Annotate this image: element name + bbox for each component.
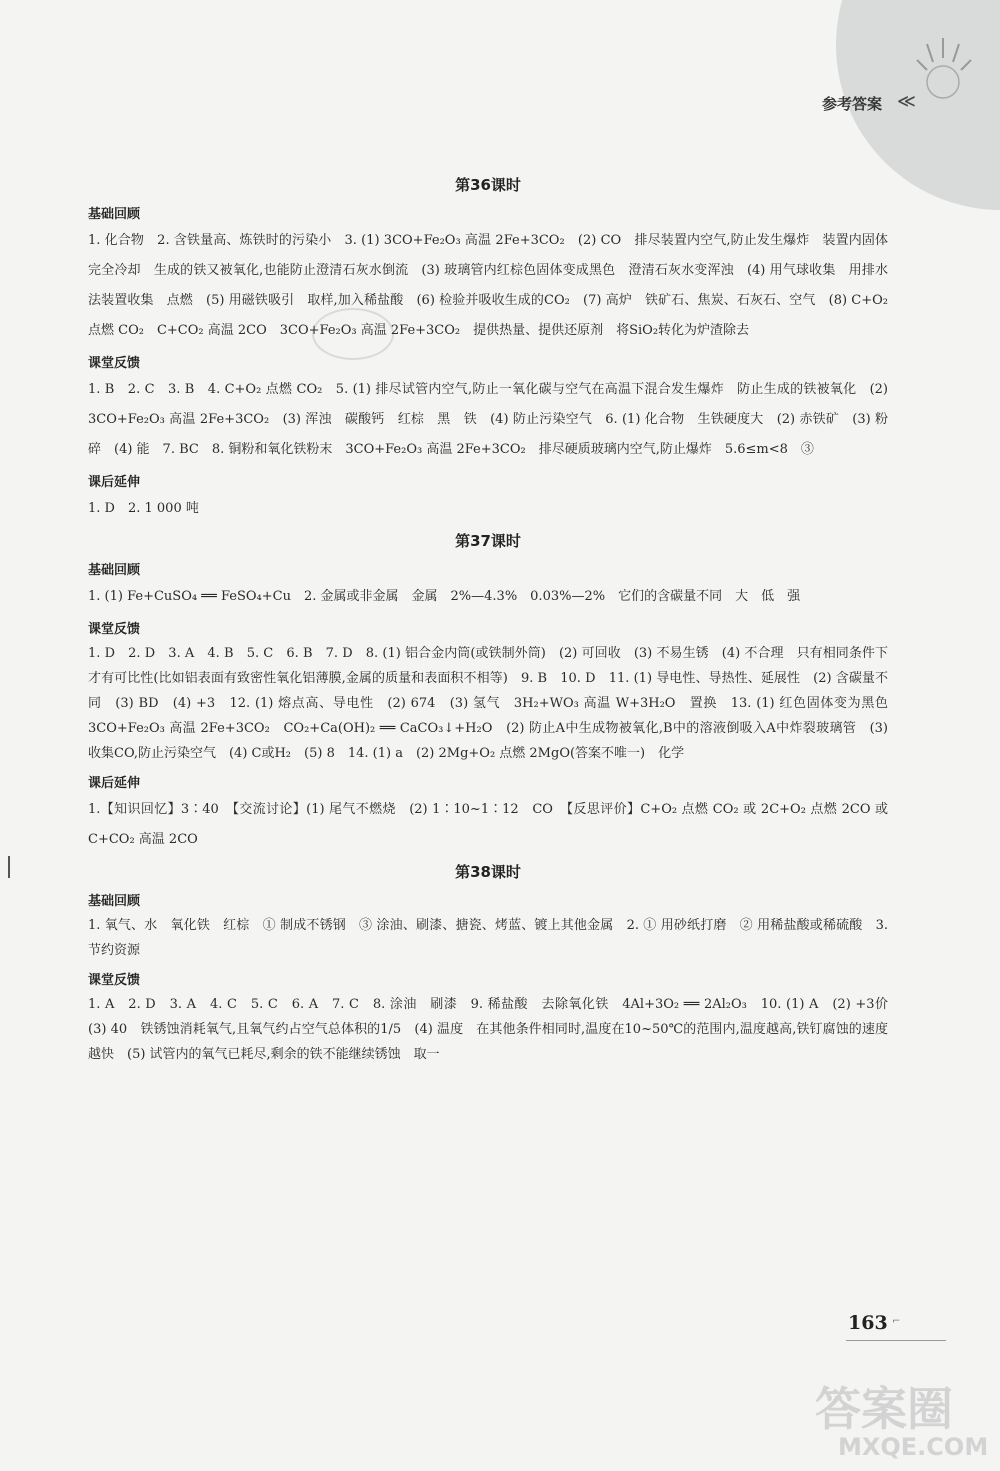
page-number: 163 xyxy=(848,1312,888,1334)
sun-icon xyxy=(905,30,985,100)
section-heading: 课后延伸 xyxy=(88,475,141,490)
answer-paragraph: 1. B 2. C 3. B 4. C+O₂ 点燃 CO₂ 5. (1) 排尽试管内空气,防止一氧化碳与空气在高温下混合发生爆炸 防止生成的铁被氧化 (2) 3CO+Fe₂O₃ 高温 2Fe+3CO₂ (3) 浑浊 碳酸钙 红棕 黑 铁 (4) 防止污染空气 6. (1) 化合物 生铁硬度大 (2) 赤铁矿 (3) 粉碎 (4) 能 7. BC 8. 铜粉和氧化铁粉末 3CO+Fe₂O₃ 高温 2Fe+3CO₂ 排尽硬质玻璃内空气,防止爆炸 5.6≤m<8 ③ xyxy=(88,382,888,457)
lesson-title: 第38课时 xyxy=(455,863,521,881)
section-heading: 课后延伸 xyxy=(88,776,141,791)
lesson-title: 第37课时 xyxy=(455,532,521,550)
answer-paragraph: 1. 化合物 2. 含铁量高、炼铁时的污染小 3. (1) 3CO+Fe₂O₃ 高温 2Fe+3CO₂ (2) CO 排尽装置内空气,防止发生爆炸 装置内固体完全冷却 生成的铁又被氧化,也能防止澄清石灰水倒流 (3) 玻璃管内红棕色固体变成黑色 澄清石灰水变浑浊 (4) 用气球收集 用排水法装置收集 点燃 (5) 用磁铁吸引 取样,加入稀盐酸 (6) 检验并吸收生成的CO₂ (7) 高炉 铁矿石、焦炭、石灰石、空气 (8) C+O₂ 点燃 CO₂ C+CO₂ 高温 2CO 3CO+Fe₂O₃ 高温 2Fe+3CO₂ 提供热量、提供还原剂 将SiO₂转化为炉渣除去 xyxy=(88,233,888,338)
section-heading: 基础回顾 xyxy=(88,563,141,578)
section-heading: 基础回顾 xyxy=(88,207,141,222)
margin-mark xyxy=(8,856,10,878)
watermark-url: MXQE.COM xyxy=(838,1433,989,1461)
section-heading: 基础回顾 xyxy=(88,894,141,909)
answer-paragraph: 1. A 2. D 3. A 4. C 5. C 6. A 7. C 8. 涂油 刷漆 9. 稀盐酸 去除氧化铁 4Al+3O₂ ══ 2Al₂O₃ 10. (1) A (2) +3价 (3) 40 铁锈蚀消耗氧气,且氧气约占空气总体积的1/5 (4) 温度 在其他条件相同时,温度在10~50℃的范围内,温度越高,铁钉腐蚀的速度越快 (5) 试管内的氧气已耗尽,剩余的铁不能继续锈蚀 取一 xyxy=(88,997,902,1062)
answer-paragraph: 1. (1) Fe+CuSO₄ ══ FeSO₄+Cu 2. 金属或非金属 金属 2%—4.3% 0.03%—2% 它们的含碳量不同 大 低 强 xyxy=(88,589,801,604)
watermark-logo: 答案圈 xyxy=(815,1382,953,1436)
answer-content xyxy=(88,168,902,1067)
answer-paragraph: 1. 氧气、水 氧化铁 红棕 ① 制成不锈钢 ③ 涂油、刷漆、搪瓷、烤蓝、镀上其他金属 2. ① 用砂纸打磨 ② 用稀盐酸或稀硫酸 3. 节约资源 xyxy=(88,918,888,958)
answer-paragraph: 1. D 2. D 3. A 4. B 5. C 6. B 7. D 8. (1) 铝合金内筒(或铁制外筒) (2) 可回收 (3) 不易生锈 (4) 不合理 只有相同条件下才有可比性(比如铝表面有致密性氧化铝薄膜,金属的质量和表面积不相等) 9. B 10. D 11. (1) 导电性、导热性、延展性 (2) 含碳量不同 (3) BD (4) +3 12. (1) 熔点高、导电性 (2) 674 (3) 氢气 3H₂+WO₃ 高温 W+3H₂O 置换 13. (1) 红色固体变为黑色 3CO+Fe₂O₃ 高温 2Fe+3CO₂ CO₂+Ca(OH)₂ ══ CaCO₃↓+H₂O (2) 防止A中生成物被氧化,B中的溶液倒吸入A中炸裂玻璃管 (3) 收集CO,防止污染空气 (4) C或H₂ (5) 8 14. (1) a (2) 2Mg+O₂ 点燃 2MgO(答案不唯一) 化学 xyxy=(88,646,902,761)
header-chevron-icon: ≪ xyxy=(897,91,912,112)
answer-paragraph: 1.【知识回忆】3∶40 【交流讨论】(1) 尾气不燃烧 (2) 1∶10~1∶12 CO 【反思评价】C+O₂ 点燃 CO₂ 或 2C+O₂ 点燃 2CO 或 C+CO₂ 高温 2CO xyxy=(88,802,888,847)
page-number-rule xyxy=(846,1340,946,1341)
page-number-area xyxy=(848,1312,888,1334)
page-mark-icon: ⌐ xyxy=(892,1316,901,1327)
lesson-title: 第36课时 xyxy=(455,176,521,194)
header-label: 参考答案 xyxy=(822,95,883,113)
answer-paragraph: 1. D 2. 1 000 吨 xyxy=(88,501,199,516)
section-heading: 课堂反馈 xyxy=(88,622,141,637)
section-heading: 课堂反馈 xyxy=(88,973,141,988)
section-heading: 课堂反馈 xyxy=(88,356,141,371)
